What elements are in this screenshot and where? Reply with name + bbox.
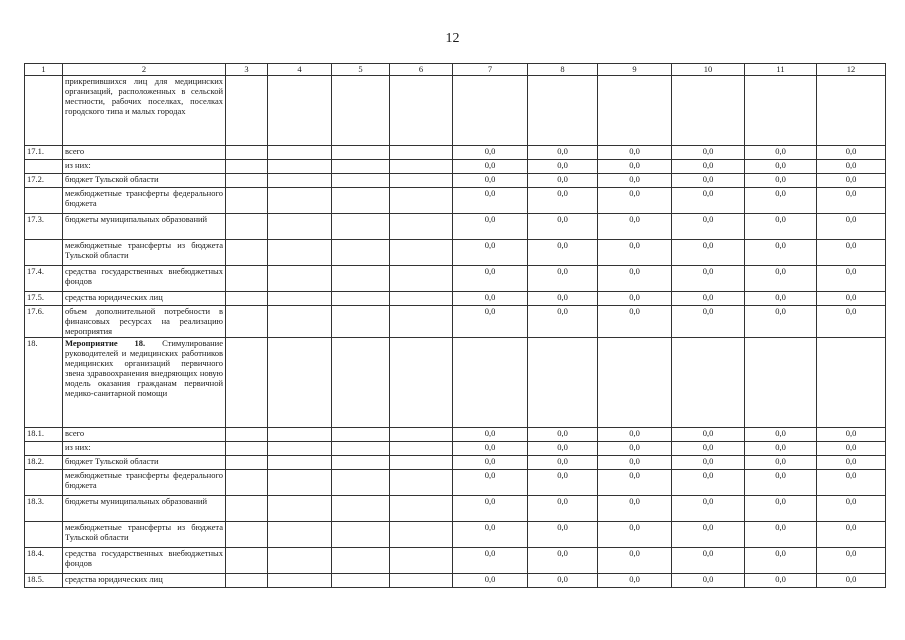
value-cell (598, 338, 672, 428)
value-cell: 0,0 (817, 496, 886, 522)
value-cell: 0,0 (453, 522, 528, 548)
value-cell: 0,0 (745, 188, 817, 214)
row-description: бюджет Тульской области (63, 456, 226, 470)
empty-cell (390, 214, 453, 240)
empty-cell (226, 470, 268, 496)
row-number: 17.5. (25, 292, 63, 306)
table-row (25, 470, 886, 496)
empty-cell (268, 160, 332, 174)
empty-cell (226, 240, 268, 266)
empty-cell (226, 574, 268, 588)
row-number (25, 522, 63, 548)
header-cell: 11 (745, 64, 817, 76)
empty-cell (226, 292, 268, 306)
empty-cell (390, 266, 453, 292)
value-cell: 0,0 (598, 266, 672, 292)
header-cell: 9 (598, 64, 672, 76)
empty-cell (390, 76, 453, 146)
value-cell: 0,0 (528, 470, 598, 496)
header-row (25, 64, 886, 76)
value-cell: 0,0 (817, 292, 886, 306)
row-number: 17.2. (25, 174, 63, 188)
value-cell: 0,0 (598, 470, 672, 496)
value-cell (817, 76, 886, 146)
empty-cell (332, 442, 390, 456)
value-cell: 0,0 (745, 266, 817, 292)
value-cell: 0,0 (745, 522, 817, 548)
value-cell: 0,0 (453, 470, 528, 496)
empty-cell (332, 188, 390, 214)
value-cell (817, 338, 886, 428)
empty-cell (390, 292, 453, 306)
value-cell: 0,0 (745, 496, 817, 522)
empty-cell (226, 306, 268, 338)
table-row (25, 456, 886, 470)
value-cell: 0,0 (745, 574, 817, 588)
value-cell: 0,0 (598, 306, 672, 338)
empty-cell (332, 306, 390, 338)
value-cell: 0,0 (453, 160, 528, 174)
header-cell: 8 (528, 64, 598, 76)
empty-cell (332, 214, 390, 240)
value-cell: 0,0 (745, 240, 817, 266)
value-cell: 0,0 (528, 428, 598, 442)
value-cell: 0,0 (672, 306, 745, 338)
row-description: межбюджетные трансферты федерального бюджета (63, 188, 226, 214)
value-cell: 0,0 (528, 306, 598, 338)
value-cell: 0,0 (817, 174, 886, 188)
empty-cell (390, 548, 453, 574)
value-cell: 0,0 (817, 266, 886, 292)
value-cell: 0,0 (528, 496, 598, 522)
row-description: из них: (63, 160, 226, 174)
table-row (25, 306, 886, 338)
empty-cell (268, 456, 332, 470)
value-cell: 0,0 (745, 428, 817, 442)
value-cell: 0,0 (672, 428, 745, 442)
empty-cell (268, 188, 332, 214)
row-description: объем дополнительной потребности в финансовых ресурсах на реализацию мероприятия (63, 306, 226, 338)
empty-cell (332, 146, 390, 160)
empty-cell (390, 522, 453, 548)
header-cell: 10 (672, 64, 745, 76)
empty-cell (268, 214, 332, 240)
empty-cell (268, 548, 332, 574)
empty-cell (332, 266, 390, 292)
value-cell: 0,0 (672, 496, 745, 522)
value-cell: 0,0 (598, 292, 672, 306)
header-cell: 6 (390, 64, 453, 76)
row-number (25, 240, 63, 266)
value-cell (598, 76, 672, 146)
empty-cell (268, 76, 332, 146)
value-cell: 0,0 (598, 188, 672, 214)
table-row (25, 574, 886, 588)
value-cell: 0,0 (745, 292, 817, 306)
table-row (25, 240, 886, 266)
row-description: межбюджетные трансферты из бюджета Тульской области (63, 240, 226, 266)
value-cell: 0,0 (598, 240, 672, 266)
empty-cell (226, 188, 268, 214)
value-cell: 0,0 (745, 174, 817, 188)
row-description: средства юридических лиц (63, 292, 226, 306)
value-cell: 0,0 (598, 214, 672, 240)
empty-cell (332, 338, 390, 428)
empty-cell (390, 174, 453, 188)
empty-cell (226, 548, 268, 574)
value-cell: 0,0 (817, 428, 886, 442)
row-description: бюджеты муниципальных образований (63, 214, 226, 240)
row-description: из них: (63, 442, 226, 456)
empty-cell (390, 496, 453, 522)
row-number: 18.2. (25, 456, 63, 470)
row-description (63, 338, 226, 428)
value-cell (672, 338, 745, 428)
table-row (25, 214, 886, 240)
table-row (25, 188, 886, 214)
row-description: средства государственных внебюджетных фондов (63, 548, 226, 574)
value-cell: 0,0 (745, 548, 817, 574)
value-cell: 0,0 (672, 188, 745, 214)
value-cell: 0,0 (745, 160, 817, 174)
header-cell: 5 (332, 64, 390, 76)
value-cell: 0,0 (598, 574, 672, 588)
value-cell: 0,0 (453, 428, 528, 442)
empty-cell (226, 146, 268, 160)
table-row (25, 76, 886, 146)
empty-cell (332, 76, 390, 146)
empty-cell (226, 266, 268, 292)
table-row (25, 496, 886, 522)
value-cell: 0,0 (453, 292, 528, 306)
value-cell: 0,0 (745, 146, 817, 160)
value-cell: 0,0 (453, 266, 528, 292)
value-cell: 0,0 (528, 160, 598, 174)
value-cell: 0,0 (598, 174, 672, 188)
value-cell (745, 76, 817, 146)
value-cell: 0,0 (453, 574, 528, 588)
empty-cell (332, 428, 390, 442)
value-cell: 0,0 (528, 522, 598, 548)
empty-cell (332, 496, 390, 522)
value-cell: 0,0 (817, 240, 886, 266)
header-cell: 4 (268, 64, 332, 76)
table-row (25, 292, 886, 306)
row-description: средства государственных внебюджетных фондов (63, 266, 226, 292)
value-cell: 0,0 (528, 442, 598, 456)
value-cell: 0,0 (817, 146, 886, 160)
value-cell: 0,0 (528, 188, 598, 214)
value-cell: 0,0 (598, 496, 672, 522)
value-cell: 0,0 (528, 174, 598, 188)
value-cell (528, 76, 598, 146)
value-cell: 0,0 (672, 470, 745, 496)
value-cell: 0,0 (528, 266, 598, 292)
value-cell: 0,0 (528, 548, 598, 574)
empty-cell (390, 160, 453, 174)
value-cell: 0,0 (817, 548, 886, 574)
row-number: 18.3. (25, 496, 63, 522)
row-number: 17.1. (25, 146, 63, 160)
row-number: 17.6. (25, 306, 63, 338)
empty-cell (268, 442, 332, 456)
value-cell (453, 338, 528, 428)
empty-cell (226, 496, 268, 522)
value-cell: 0,0 (453, 456, 528, 470)
value-cell: 0,0 (598, 160, 672, 174)
value-cell: 0,0 (453, 146, 528, 160)
empty-cell (226, 214, 268, 240)
empty-cell (226, 174, 268, 188)
value-cell: 0,0 (672, 174, 745, 188)
empty-cell (390, 146, 453, 160)
empty-cell (390, 456, 453, 470)
empty-cell (268, 174, 332, 188)
empty-cell (268, 338, 332, 428)
value-cell: 0,0 (672, 214, 745, 240)
empty-cell (390, 428, 453, 442)
header-cell: 12 (817, 64, 886, 76)
value-cell: 0,0 (528, 574, 598, 588)
value-cell: 0,0 (817, 470, 886, 496)
header-cell: 3 (226, 64, 268, 76)
value-cell: 0,0 (453, 306, 528, 338)
value-cell: 0,0 (453, 548, 528, 574)
row-number (25, 76, 63, 146)
table-row (25, 338, 886, 428)
row-number: 18.5. (25, 574, 63, 588)
empty-cell (268, 266, 332, 292)
value-cell: 0,0 (817, 574, 886, 588)
empty-cell (332, 574, 390, 588)
value-cell: 0,0 (453, 442, 528, 456)
value-cell: 0,0 (745, 306, 817, 338)
empty-cell (332, 240, 390, 266)
empty-cell (332, 548, 390, 574)
value-cell: 0,0 (817, 160, 886, 174)
table-row (25, 428, 886, 442)
empty-cell (390, 442, 453, 456)
value-cell: 0,0 (817, 214, 886, 240)
value-cell: 0,0 (598, 522, 672, 548)
row-description: средства юридических лиц (63, 574, 226, 588)
value-cell (453, 76, 528, 146)
value-cell: 0,0 (528, 214, 598, 240)
value-cell: 0,0 (598, 428, 672, 442)
value-cell: 0,0 (745, 214, 817, 240)
measure-description: Стимулирование руководителей и медицинских работников медицинских организаций первичного звена здравоохранения внедряющих новую модель оказания гражданам первичной медико-санитарной помощи (65, 338, 223, 398)
row-description: прикрепившихся лиц для медицинских организаций, расположенных в сельской местности, рабочих поселках, поселках городского типа и малых городах (63, 76, 226, 146)
value-cell: 0,0 (453, 496, 528, 522)
empty-cell (268, 470, 332, 496)
row-number: 17.4. (25, 266, 63, 292)
value-cell (745, 338, 817, 428)
value-cell: 0,0 (528, 146, 598, 160)
empty-cell (390, 338, 453, 428)
row-number (25, 160, 63, 174)
budget-table (24, 63, 886, 588)
empty-cell (268, 292, 332, 306)
value-cell: 0,0 (745, 442, 817, 456)
row-description: всего (63, 146, 226, 160)
row-description: бюджеты муниципальных образований (63, 496, 226, 522)
value-cell: 0,0 (453, 240, 528, 266)
table-row (25, 548, 886, 574)
empty-cell (268, 428, 332, 442)
empty-cell (390, 240, 453, 266)
value-cell: 0,0 (817, 456, 886, 470)
row-description: межбюджетные трансферты федерального бюджета (63, 470, 226, 496)
value-cell: 0,0 (672, 146, 745, 160)
row-description: всего (63, 428, 226, 442)
empty-cell (268, 496, 332, 522)
measure-title: Мероприятие 18. (65, 338, 146, 348)
empty-cell (268, 240, 332, 266)
table-row (25, 266, 886, 292)
value-cell: 0,0 (598, 548, 672, 574)
empty-cell (390, 188, 453, 214)
empty-cell (390, 470, 453, 496)
value-cell: 0,0 (672, 442, 745, 456)
row-number: 17.3. (25, 214, 63, 240)
row-number: 18. (25, 338, 63, 428)
empty-cell (226, 456, 268, 470)
empty-cell (268, 574, 332, 588)
value-cell: 0,0 (745, 470, 817, 496)
value-cell: 0,0 (817, 442, 886, 456)
page-number: 12 (445, 31, 460, 46)
empty-cell (390, 306, 453, 338)
value-cell: 0,0 (528, 240, 598, 266)
value-cell: 0,0 (745, 456, 817, 470)
empty-cell (332, 160, 390, 174)
empty-cell (332, 292, 390, 306)
row-description: межбюджетные трансферты из бюджета Тульской области (63, 522, 226, 548)
empty-cell (226, 442, 268, 456)
value-cell: 0,0 (817, 188, 886, 214)
table-row (25, 442, 886, 456)
value-cell: 0,0 (528, 456, 598, 470)
empty-cell (226, 160, 268, 174)
header-cell: 1 (25, 64, 63, 76)
value-cell: 0,0 (598, 442, 672, 456)
value-cell: 0,0 (453, 174, 528, 188)
value-cell: 0,0 (672, 574, 745, 588)
row-number (25, 442, 63, 456)
table-row (25, 160, 886, 174)
value-cell (672, 76, 745, 146)
empty-cell (226, 428, 268, 442)
value-cell: 0,0 (672, 266, 745, 292)
empty-cell (268, 522, 332, 548)
empty-cell (332, 522, 390, 548)
value-cell (528, 338, 598, 428)
value-cell: 0,0 (672, 292, 745, 306)
table-row (25, 522, 886, 548)
empty-cell (268, 146, 332, 160)
empty-cell (332, 470, 390, 496)
empty-cell (226, 76, 268, 146)
empty-cell (332, 456, 390, 470)
row-number: 18.4. (25, 548, 63, 574)
header-cell: 7 (453, 64, 528, 76)
empty-cell (226, 522, 268, 548)
value-cell: 0,0 (672, 456, 745, 470)
row-number: 18.1. (25, 428, 63, 442)
table-row (25, 174, 886, 188)
empty-cell (268, 306, 332, 338)
value-cell: 0,0 (453, 188, 528, 214)
header-cell: 2 (63, 64, 226, 76)
row-description: бюджет Тульской области (63, 174, 226, 188)
value-cell: 0,0 (598, 456, 672, 470)
value-cell: 0,0 (817, 522, 886, 548)
value-cell: 0,0 (453, 214, 528, 240)
value-cell: 0,0 (528, 292, 598, 306)
empty-cell (332, 174, 390, 188)
row-number (25, 188, 63, 214)
value-cell: 0,0 (817, 306, 886, 338)
row-number (25, 470, 63, 496)
value-cell: 0,0 (672, 160, 745, 174)
empty-cell (226, 338, 268, 428)
table-row (25, 146, 886, 160)
value-cell: 0,0 (672, 548, 745, 574)
value-cell: 0,0 (598, 146, 672, 160)
value-cell: 0,0 (672, 522, 745, 548)
empty-cell (390, 574, 453, 588)
value-cell: 0,0 (672, 240, 745, 266)
